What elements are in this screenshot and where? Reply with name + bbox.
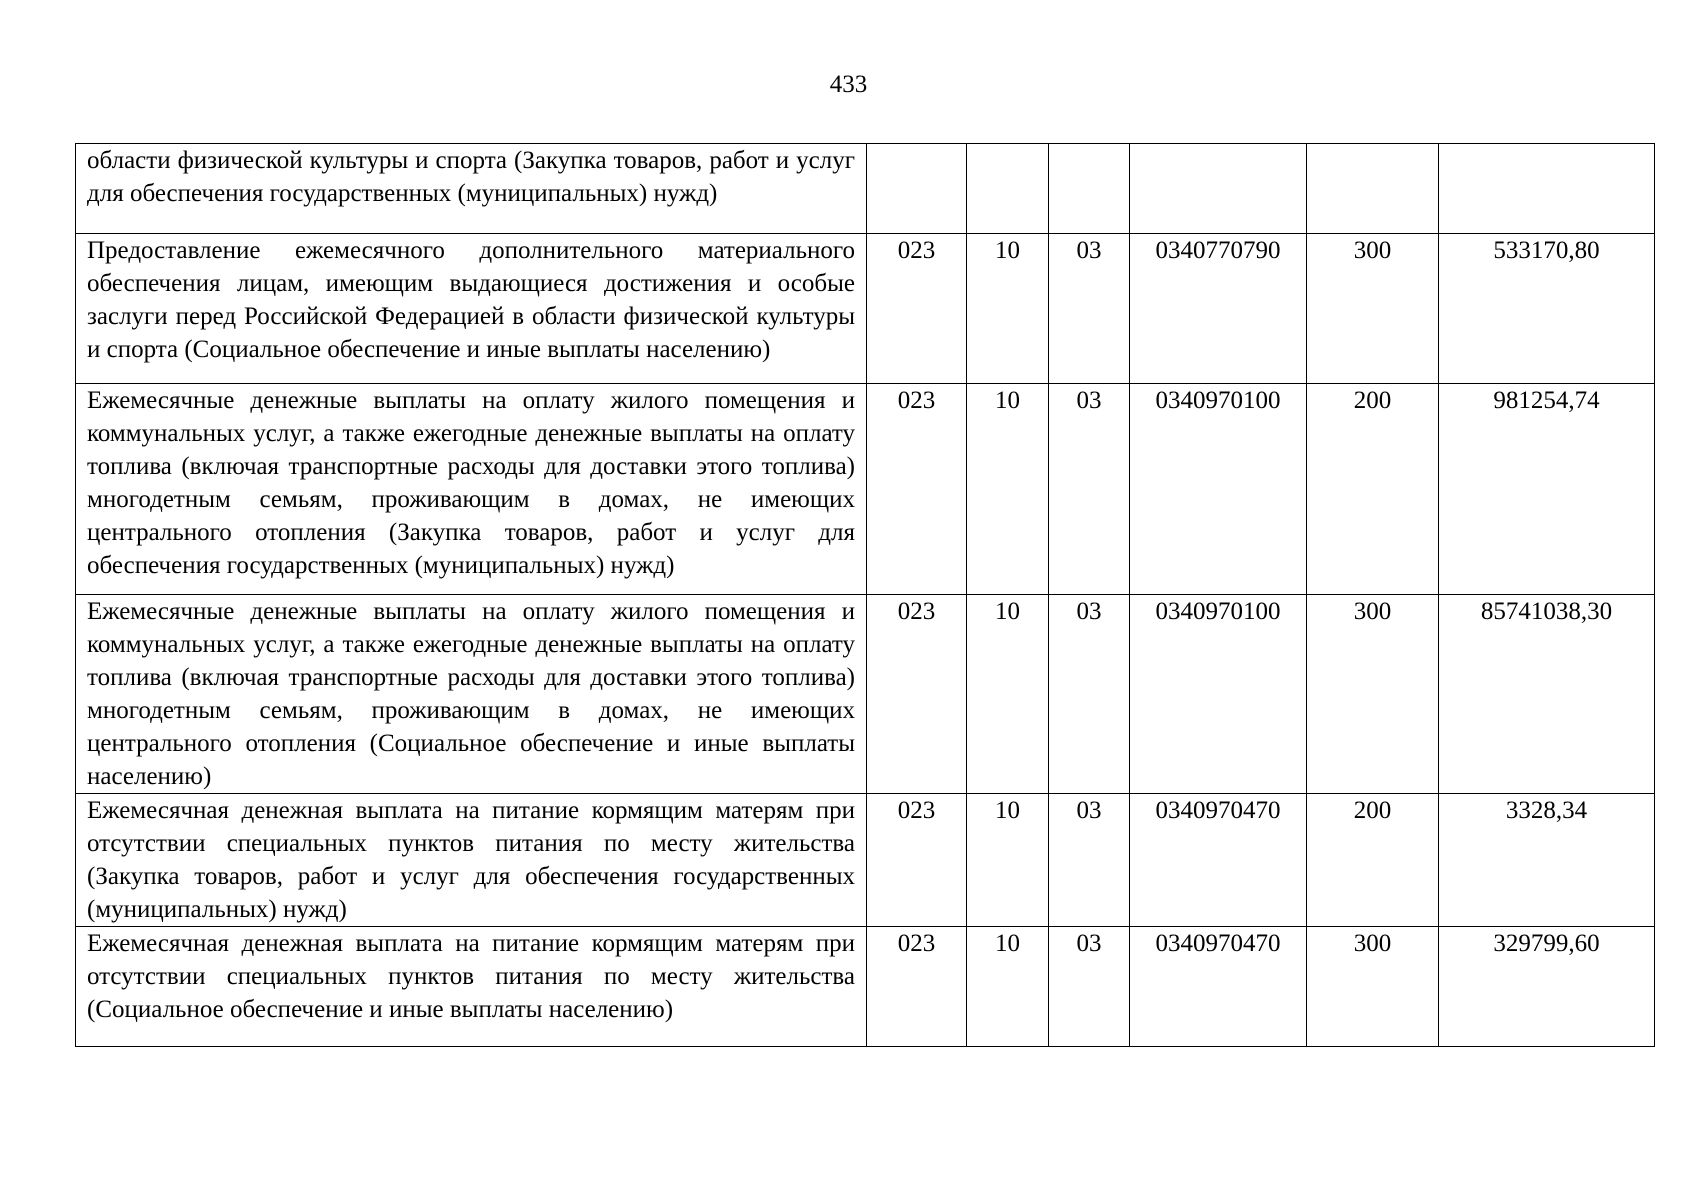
amount-value: 981254,74 <box>1439 384 1655 595</box>
amount-value: 533170,80 <box>1439 234 1655 384</box>
ministry-code <box>867 144 967 234</box>
page-number: 433 <box>829 71 868 98</box>
target-article-code: 0340970470 <box>1130 794 1307 927</box>
ministry-code: 023 <box>867 384 967 595</box>
amount-value: 3328,34 <box>1439 794 1655 927</box>
table-row <box>76 794 1655 927</box>
subsection-code: 03 <box>1049 234 1130 384</box>
subsection-code: 03 <box>1049 384 1130 595</box>
expense-type-code: 300 <box>1307 927 1439 1047</box>
expense-type-code: 300 <box>1307 234 1439 384</box>
subsection-code: 03 <box>1049 595 1130 794</box>
section-code: 10 <box>967 794 1049 927</box>
expense-type-code <box>1307 144 1439 234</box>
table-row <box>76 595 1655 794</box>
ministry-code: 023 <box>867 927 967 1047</box>
amount-value <box>1439 144 1655 234</box>
ministry-code: 023 <box>867 234 967 384</box>
expense-type-code: 200 <box>1307 794 1439 927</box>
target-article-code: 0340970100 <box>1130 384 1307 595</box>
section-code: 10 <box>967 384 1049 595</box>
subsection-code <box>1049 144 1130 234</box>
subsection-code: 03 <box>1049 794 1130 927</box>
target-article-code <box>1130 144 1307 234</box>
ministry-code: 023 <box>867 794 967 927</box>
subsection-code: 03 <box>1049 927 1130 1047</box>
amount-value: 85741038,30 <box>1439 595 1655 794</box>
table-row <box>76 384 1655 595</box>
expense-type-code: 200 <box>1307 384 1439 595</box>
section-code: 10 <box>967 595 1049 794</box>
budget-table <box>75 143 1655 1047</box>
row-description: Предоставление ежемесячного дополнительного материального обеспечения лицам, имеющим выдающиеся достижения и особые заслуги перед Российской Федерацией в области физической культуры и спорта (Социальное обеспечение и иные выплаты населению) <box>76 234 867 384</box>
section-code: 10 <box>967 927 1049 1047</box>
row-description: Ежемесячная денежная выплата на питание кормящим матерям при отсутствии специальных пунктов питания по месту жительства (Закупка товаров, работ и услуг для обеспечения государственных (муниципальных) нужд) <box>76 794 867 927</box>
target-article-code: 0340970100 <box>1130 595 1307 794</box>
row-description: Ежемесячные денежные выплаты на оплату жилого помещения и коммунальных услуг, а также ежегодные денежные выплаты на оплату топлива (включая транспортные расходы для доставки этого топлива) многодетным семьям, проживающим в домах, не имеющих центрального отопления (Закупка товаров, работ и услуг для обеспечения государственных (муниципальных) нужд) <box>76 384 867 595</box>
section-code: 10 <box>967 234 1049 384</box>
table-row <box>76 144 1655 234</box>
target-article-code: 0340770790 <box>1130 234 1307 384</box>
table-row <box>76 234 1655 384</box>
expense-type-code: 300 <box>1307 595 1439 794</box>
table-row <box>76 927 1655 1047</box>
ministry-code: 023 <box>867 595 967 794</box>
section-code <box>967 144 1049 234</box>
table-body <box>76 144 1655 1047</box>
amount-value: 329799,60 <box>1439 927 1655 1047</box>
row-description: Ежемесячная денежная выплата на питание кормящим матерям при отсутствии специальных пунктов питания по месту жительства (Социальное обеспечение и иные выплаты населению) <box>76 927 867 1047</box>
row-description: Ежемесячные денежные выплаты на оплату жилого помещения и коммунальных услуг, а также ежегодные денежные выплаты на оплату топлива (включая транспортные расходы для доставки этого топлива) многодетным семьям, проживающим в домах, не имеющих центрального отопления (Социальное обеспечение и иные выплаты населению) <box>76 595 867 794</box>
row-description: области физической культуры и спорта (Закупка товаров, работ и услуг для обеспечения государственных (муниципальных) нужд) <box>76 144 867 234</box>
target-article-code: 0340970470 <box>1130 927 1307 1047</box>
